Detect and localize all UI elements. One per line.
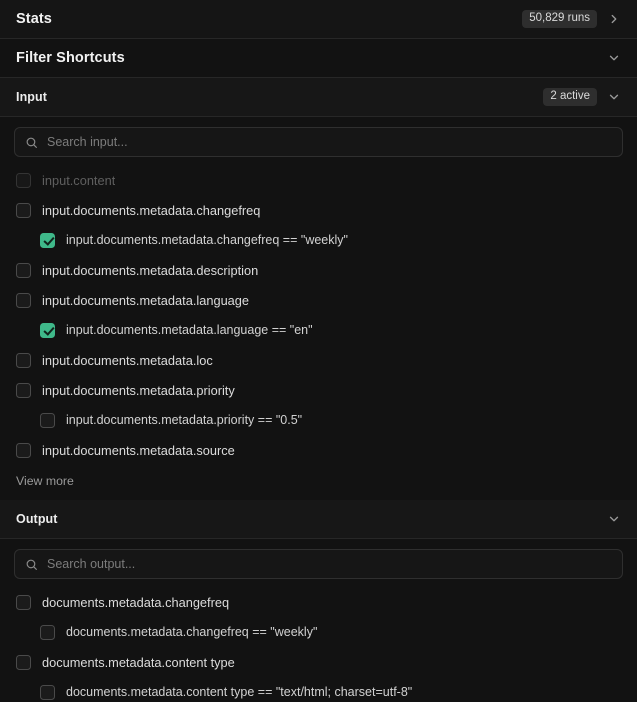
checkbox[interactable]	[16, 383, 31, 398]
facet-label: input.documents.metadata.loc	[42, 352, 213, 368]
chevron-down-icon[interactable]	[607, 512, 621, 526]
facet-row[interactable]	[0, 285, 637, 315]
checkbox[interactable]	[40, 323, 55, 338]
facet-row	[0, 165, 637, 195]
chevron-down-icon[interactable]	[607, 51, 621, 65]
checkbox[interactable]	[16, 655, 31, 670]
facet-value-row[interactable]	[0, 225, 637, 255]
facet-value-row[interactable]	[0, 405, 637, 435]
facet-label: input.documents.metadata.source	[42, 442, 235, 458]
facet-label: input.documents.metadata.language == "en"	[66, 323, 313, 337]
filter-shortcuts-header[interactable]	[0, 39, 637, 78]
facet-row[interactable]	[0, 647, 637, 677]
facet-value-row[interactable]	[0, 617, 637, 647]
output-search-box[interactable]	[14, 549, 623, 579]
input-active-badge: 2 active	[543, 88, 597, 106]
facet-row[interactable]	[0, 255, 637, 285]
facet-row[interactable]	[0, 435, 637, 465]
checkbox	[16, 173, 31, 188]
input-header-right	[543, 88, 621, 106]
facet-row[interactable]	[0, 375, 637, 405]
facet-label: documents.metadata.changefreq	[42, 594, 230, 610]
checkbox[interactable]	[16, 263, 31, 278]
output-facet-list	[0, 587, 637, 702]
checkbox[interactable]	[40, 625, 55, 640]
stats-title: Stats	[16, 11, 52, 27]
input-search-wrap	[0, 117, 637, 165]
checkbox[interactable]	[40, 685, 55, 700]
view-more-button[interactable]: View more	[16, 474, 74, 488]
facet-label: input.documents.metadata.priority == "0.5"	[66, 413, 303, 427]
output-section-header[interactable]	[0, 500, 637, 539]
input-section-header[interactable]	[0, 78, 637, 117]
filter-shortcuts-title: Filter Shortcuts	[16, 50, 125, 66]
search-input[interactable]	[47, 135, 612, 149]
facet-label: input.documents.metadata.changefreq	[42, 202, 261, 218]
checkbox[interactable]	[16, 443, 31, 458]
facet-label: documents.metadata.content type	[42, 654, 235, 670]
chevron-right-icon[interactable]	[607, 12, 621, 26]
stats-header[interactable]	[0, 0, 637, 39]
stats-header-right	[522, 10, 621, 28]
facet-value-row[interactable]	[0, 315, 637, 345]
checkbox[interactable]	[16, 203, 31, 218]
input-facet-list	[0, 165, 637, 467]
facet-label: input.documents.metadata.language	[42, 292, 250, 308]
facet-label: documents.metadata.content type == "text/html; charset=utf-8"	[66, 685, 413, 699]
checkbox[interactable]	[40, 413, 55, 428]
output-search-wrap	[0, 539, 637, 587]
facet-row[interactable]	[0, 587, 637, 617]
runs-badge: 50,829 runs	[522, 10, 597, 28]
search-input[interactable]	[47, 557, 612, 571]
facet-label: documents.metadata.changefreq == "weekly"	[66, 625, 318, 639]
facet-label: input.documents.metadata.changefreq == "weekly"	[66, 233, 348, 247]
checkbox[interactable]	[40, 233, 55, 248]
facet-label: input.documents.metadata.description	[42, 262, 259, 278]
facet-label: input.documents.metadata.priority	[42, 382, 235, 398]
facet-value-row[interactable]	[0, 677, 637, 702]
facet-row[interactable]	[0, 195, 637, 225]
checkbox[interactable]	[16, 353, 31, 368]
checkbox[interactable]	[16, 595, 31, 610]
search-icon	[25, 136, 38, 149]
checkbox[interactable]	[16, 293, 31, 308]
input-search-box[interactable]	[14, 127, 623, 157]
input-section-title: Input	[16, 90, 48, 104]
search-icon	[25, 558, 38, 571]
output-section-title: Output	[16, 512, 58, 526]
facet-label: input.content	[42, 172, 116, 188]
facet-row[interactable]	[0, 345, 637, 375]
chevron-down-icon[interactable]	[607, 90, 621, 104]
